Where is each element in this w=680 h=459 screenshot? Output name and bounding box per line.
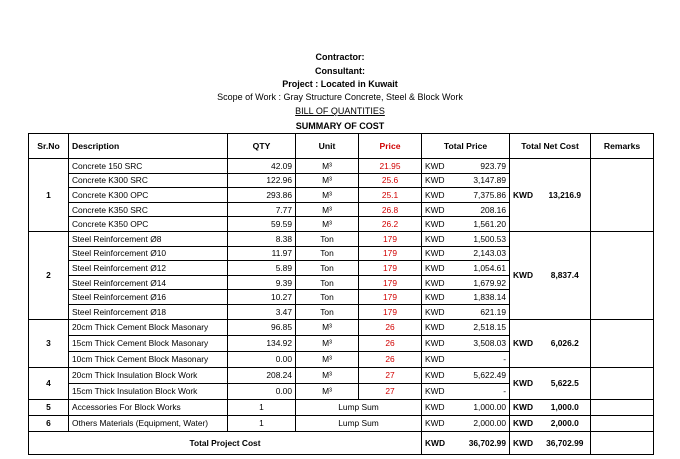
summary-title: SUMMARY OF COST: [295, 121, 385, 131]
unit-cell: Ton: [296, 231, 359, 246]
total-net-currency-cell: KWD: [510, 431, 540, 454]
unit-cell: M³: [296, 351, 359, 367]
qty-cell: 11.97: [228, 246, 296, 261]
price-cell: 179: [359, 275, 422, 290]
currency-cell: KWD: [422, 319, 450, 335]
description-cell: Steel Reinforcement Ø14: [69, 275, 228, 290]
table-header-row: [29, 134, 654, 159]
total-price-cell: 208.16: [450, 202, 510, 217]
unit-cell: M³: [296, 383, 359, 399]
description-cell: 20cm Thick Cement Block Masonary: [69, 319, 228, 335]
unit-cell: Ton: [296, 246, 359, 261]
currency-cell: KWD: [422, 246, 450, 261]
net-cost-cell: 8,837.4: [540, 231, 591, 319]
unit-cell: M³: [296, 159, 359, 174]
total-price-cell: 1,561.20: [450, 217, 510, 232]
unit-cell: Ton: [296, 304, 359, 319]
qty-cell: 59.59: [228, 217, 296, 232]
total-price-cell: 2,143.03: [450, 246, 510, 261]
description-cell: Concrete 150 SRC: [69, 159, 228, 174]
description-cell: Concrete K350 SRC: [69, 202, 228, 217]
total-price-cell: 3,508.03: [450, 335, 510, 351]
total-price-cell: -: [450, 351, 510, 367]
net-currency-cell: KWD: [510, 231, 540, 319]
qty-cell: 134.92: [228, 335, 296, 351]
description-cell: Concrete K350 OPC: [69, 217, 228, 232]
qty-cell: 1: [228, 415, 296, 431]
sr-no-cell: 4: [29, 367, 69, 399]
price-cell: 179: [359, 304, 422, 319]
total-price-cell: 5,622.49: [450, 367, 510, 383]
price-cell: 26.2: [359, 217, 422, 232]
currency-cell: KWD: [422, 173, 450, 188]
currency-cell: KWD: [422, 217, 450, 232]
currency-cell: KWD: [422, 399, 450, 415]
net-currency-cell: KWD: [510, 367, 540, 399]
unit-cell: Lump Sum: [296, 399, 422, 415]
description-cell: Steel Reinforcement Ø12: [69, 261, 228, 276]
remarks-cell: [591, 367, 654, 399]
col-total-price: Total Price: [422, 134, 510, 159]
description-cell: Others Materials (Equipment, Water): [69, 415, 228, 431]
description-cell: 15cm Thick Cement Block Masonary: [69, 335, 228, 351]
table-row: [29, 367, 654, 383]
total-net-value: 36,702.99: [540, 431, 591, 454]
sr-no-cell: 2: [29, 231, 69, 319]
price-cell: 179: [359, 290, 422, 305]
col-price: Price: [359, 134, 422, 159]
unit-cell: Ton: [296, 275, 359, 290]
description-cell: 20cm Thick Insulation Block Work: [69, 367, 228, 383]
price-cell: 26: [359, 351, 422, 367]
currency-cell: KWD: [422, 290, 450, 305]
currency-cell: KWD: [422, 415, 450, 431]
net-currency-cell: KWD: [510, 399, 540, 415]
total-price-cell: 7,375.86: [450, 188, 510, 203]
col-total-net-cost: Total Net Cost: [510, 134, 591, 159]
qty-cell: 10.27: [228, 290, 296, 305]
remarks-cell: [591, 159, 654, 232]
qty-cell: 208.24: [228, 367, 296, 383]
total-price-cell: -: [450, 383, 510, 399]
description-cell: Concrete K300 SRC: [69, 173, 228, 188]
sr-no-cell: 3: [29, 319, 69, 367]
net-cost-cell: 1,000.0: [540, 399, 591, 415]
currency-cell: KWD: [422, 275, 450, 290]
description-cell: Accessories For Block Works: [69, 399, 228, 415]
unit-cell: M³: [296, 335, 359, 351]
currency-cell: KWD: [422, 304, 450, 319]
unit-cell: Ton: [296, 290, 359, 305]
total-price-cell: 1,000.00: [450, 399, 510, 415]
col-unit: Unit: [296, 134, 359, 159]
sr-no-cell: 6: [29, 415, 69, 431]
currency-cell: KWD: [422, 383, 450, 399]
remarks-cell: [591, 319, 654, 367]
total-price-cell: 1,838.14: [450, 290, 510, 305]
col-description: Description: [69, 134, 228, 159]
table-row: [29, 231, 654, 246]
unit-cell: M³: [296, 319, 359, 335]
unit-cell: M³: [296, 202, 359, 217]
unit-cell: Lump Sum: [296, 415, 422, 431]
total-price-cell: 3,147.89: [450, 173, 510, 188]
unit-cell: Ton: [296, 261, 359, 276]
total-currency-cell: KWD: [422, 431, 450, 454]
price-cell: 26.8: [359, 202, 422, 217]
currency-cell: KWD: [422, 261, 450, 276]
qty-cell: 5.89: [228, 261, 296, 276]
total-price-cell: 1,679.92: [450, 275, 510, 290]
scope-of-work: Scope of Work : Gray Structure Concrete, Steel & Block Work: [217, 92, 463, 102]
description-cell: Steel Reinforcement Ø16: [69, 290, 228, 305]
summary-of-cost-table: [28, 133, 654, 455]
remarks-cell: [591, 399, 654, 415]
qty-cell: 42.09: [228, 159, 296, 174]
sr-no-cell: 5: [29, 399, 69, 415]
unit-cell: M³: [296, 188, 359, 203]
currency-cell: KWD: [422, 367, 450, 383]
qty-cell: 96.85: [228, 319, 296, 335]
remarks-cell: [591, 415, 654, 431]
unit-cell: M³: [296, 217, 359, 232]
description-cell: Steel Reinforcement Ø8: [69, 231, 228, 246]
net-cost-cell: 13,216.9: [540, 159, 591, 232]
col-remarks: Remarks: [591, 134, 654, 159]
price-cell: 25.1: [359, 188, 422, 203]
sr-no-cell: 1: [29, 159, 69, 232]
price-cell: 27: [359, 383, 422, 399]
qty-cell: 3.47: [228, 304, 296, 319]
table-row: [29, 319, 654, 335]
price-cell: 179: [359, 261, 422, 276]
contractor-label: Contractor:: [315, 52, 365, 62]
price-cell: 179: [359, 231, 422, 246]
description-cell: 10cm Thick Cement Block Masonary: [69, 351, 228, 367]
total-price-cell: 1,500.53: [450, 231, 510, 246]
net-cost-cell: 5,622.5: [540, 367, 591, 399]
price-cell: 26: [359, 335, 422, 351]
price-cell: 21.95: [359, 159, 422, 174]
total-price-value: 36,702.99: [450, 431, 510, 454]
description-cell: Steel Reinforcement Ø10: [69, 246, 228, 261]
net-currency-cell: KWD: [510, 159, 540, 232]
remarks-cell: [591, 231, 654, 319]
qty-cell: 293.86: [228, 188, 296, 203]
total-row: [29, 431, 654, 454]
qty-cell: 0.00: [228, 383, 296, 399]
total-price-cell: 2,518.15: [450, 319, 510, 335]
total-price-cell: 923.79: [450, 159, 510, 174]
currency-cell: KWD: [422, 159, 450, 174]
description-cell: 15cm Thick Insulation Block Work: [69, 383, 228, 399]
price-cell: 26: [359, 319, 422, 335]
price-cell: 179: [359, 246, 422, 261]
boq-title: BILL OF QUANTITIES: [295, 106, 385, 116]
table-row: [29, 159, 654, 174]
col-qty: QTY: [228, 134, 296, 159]
net-cost-cell: 6,026.2: [540, 319, 591, 367]
qty-cell: 9.39: [228, 275, 296, 290]
qty-cell: 7.77: [228, 202, 296, 217]
table-row: [29, 415, 654, 431]
currency-cell: KWD: [422, 231, 450, 246]
currency-cell: KWD: [422, 335, 450, 351]
description-cell: Concrete K300 OPC: [69, 188, 228, 203]
qty-cell: 8.38: [228, 231, 296, 246]
currency-cell: KWD: [422, 202, 450, 217]
total-price-cell: 2,000.00: [450, 415, 510, 431]
description-cell: Steel Reinforcement Ø18: [69, 304, 228, 319]
unit-cell: M³: [296, 367, 359, 383]
qty-cell: 1: [228, 399, 296, 415]
currency-cell: KWD: [422, 188, 450, 203]
total-remarks-cell: [591, 431, 654, 454]
currency-cell: KWD: [422, 351, 450, 367]
project-title: Project : Located in Kuwait: [282, 79, 398, 89]
unit-cell: M³: [296, 173, 359, 188]
total-label: Total Project Cost: [29, 431, 422, 454]
price-cell: 27: [359, 367, 422, 383]
total-price-cell: 1,054.61: [450, 261, 510, 276]
col-srno: Sr.No: [29, 134, 69, 159]
qty-cell: 122.96: [228, 173, 296, 188]
table-row: [29, 399, 654, 415]
qty-cell: 0.00: [228, 351, 296, 367]
net-currency-cell: KWD: [510, 319, 540, 367]
price-cell: 25.6: [359, 173, 422, 188]
consultant-label: Consultant:: [315, 66, 365, 76]
net-currency-cell: KWD: [510, 415, 540, 431]
total-price-cell: 621.19: [450, 304, 510, 319]
net-cost-cell: 2,000.0: [540, 415, 591, 431]
